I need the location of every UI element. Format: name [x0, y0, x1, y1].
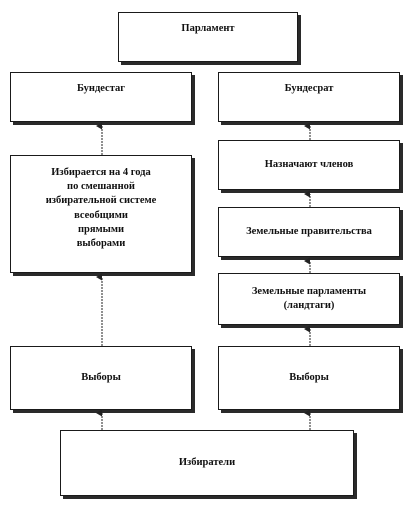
node-bundesrat-label: Бундесрат: [284, 83, 334, 94]
node-bundestag-election-rule-label: Избирается на 4 года по смешанной избирательной системе всеобщими прямыми выборами: [45, 167, 157, 249]
node-parliament-label: Парламент: [181, 23, 235, 34]
node-bundestag-label: Бундестаг: [76, 83, 126, 94]
node-elections-right-label: Выборы: [289, 371, 329, 383]
node-elections-left-label: Выборы: [81, 371, 121, 383]
node-land-governments-label: Земельные правительства: [246, 225, 372, 237]
node-appoint-members-label: Назначают членов: [264, 158, 354, 170]
node-land-parliaments-label: Земельные парламенты (ландтаги): [251, 285, 367, 311]
node-voters-label: Избиратели: [178, 456, 236, 468]
